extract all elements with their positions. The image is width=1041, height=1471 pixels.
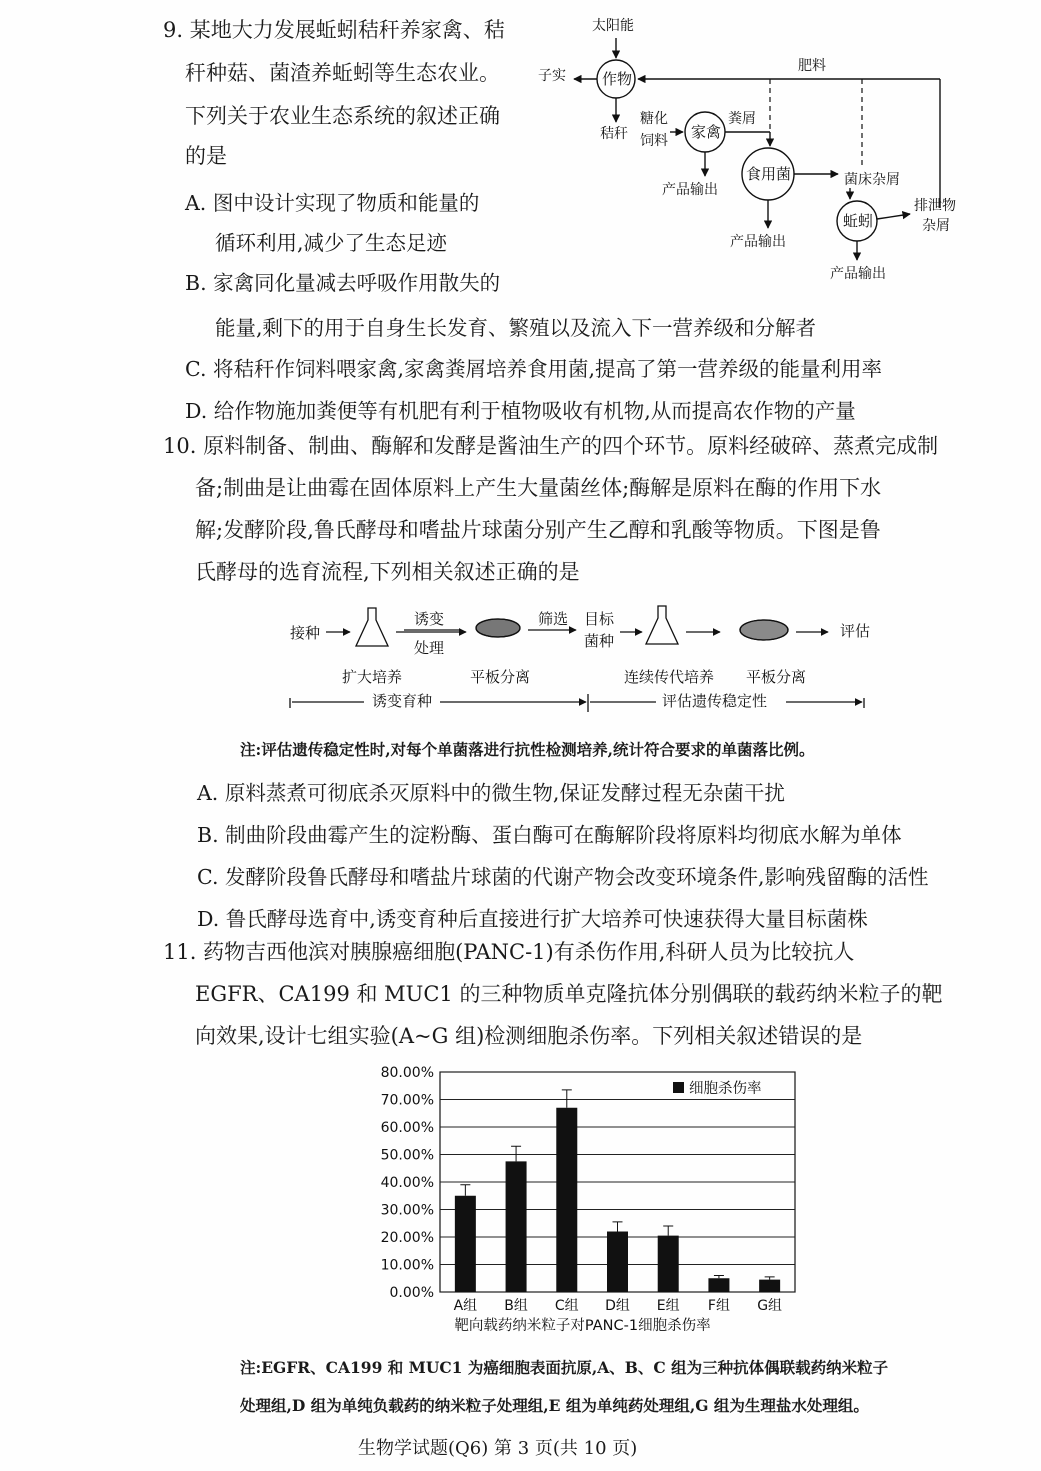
sun-label: 太阳能 [592, 18, 634, 34]
q10-option-b[interactable]: B. 制曲阶段曲霉产生的淀粉酶、蛋白酶可在酶解阶段将原料均彻底水解为单体 [197, 823, 902, 847]
q9-stem-line-3: 下列关于农业生态系统的叙述正确 [185, 104, 500, 128]
y-tick-label: 30.00% [380, 1202, 434, 1219]
q11-note-line-1: 注:EGFR、CA199 和 MUC1 为癌细胞表面抗原,A、B、C 组为三种抗体偶联载药纳米粒子 [240, 1358, 889, 1377]
x-tick-label: A组 [453, 1298, 478, 1314]
flask-icon-1 [356, 608, 388, 646]
q9-stem-line-2: 秆种菇、菌渣养蚯蚓等生态农业。 [185, 61, 500, 85]
bar-4 [607, 1232, 628, 1293]
excreta-label-1: 排泄物 [914, 198, 956, 214]
bar-3 [556, 1108, 577, 1292]
mutate-label-2: 处理 [414, 639, 445, 657]
mushroom-label: 食用菌 [746, 165, 792, 183]
screen-label: 筛选 [538, 610, 569, 628]
x-tick-label: C组 [554, 1298, 579, 1314]
bar-2 [506, 1161, 527, 1292]
sugar-label-1: 糖化 [640, 111, 668, 127]
q10-note: 注:评估遗传稳定性时,对每个单菌落进行抗性检测培养,统计符合要求的单菌落比例。 [240, 740, 815, 759]
y-tick-label: 10.00% [380, 1257, 434, 1274]
poultry-label: 家禽 [691, 123, 722, 141]
y-tick-label: 0.00% [389, 1285, 434, 1301]
inoculate-label: 接种 [290, 624, 321, 642]
plate-label-2: 平板分离 [746, 668, 807, 686]
legend-label: 细胞杀伤率 [689, 1081, 762, 1097]
x-tick-label: D组 [605, 1298, 630, 1314]
q9-ecosystem-diagram [530, 8, 1010, 293]
seed-label: 子实 [538, 68, 566, 84]
q10-stem-line-2: 备;制曲是让曲霉在固体原料上产生大量菌丝体;酶解是原料在酶的作用下水 [195, 476, 882, 500]
q9-option-b-line-1[interactable]: B. 家禽同化量减去呼吸作用散失的 [185, 271, 501, 295]
evaluate-label: 评估 [840, 622, 871, 640]
q10-option-a[interactable]: A. 原料蒸煮可彻底杀灭原料中的微生物,保证发酵过程无杂菌干扰 [197, 781, 785, 805]
q9-option-a-line-1[interactable]: A. 图中设计实现了物质和能量的 [185, 191, 480, 215]
y-tick-label: 20.00% [380, 1230, 434, 1246]
y-tick-label: 80.00% [380, 1065, 434, 1081]
q10-stem-line-3: 解;发酵阶段,鲁氏酵母和嗜盐片球菌分别产生乙醇和乳酸等物质。下图是鲁 [195, 518, 881, 542]
q9-option-d[interactable]: D. 给作物施加粪便等有机肥有利于植物吸收有机物,从而提高农作物的产量 [185, 399, 856, 423]
q10-flowchart [280, 598, 880, 718]
plate-label-1: 平板分离 [470, 668, 531, 686]
straw-label: 秸秆 [600, 126, 628, 142]
breeding-label: 诱变育种 [372, 692, 433, 710]
target-label-1: 目标 [584, 610, 615, 628]
bar-7 [759, 1280, 780, 1292]
q11-stem-line-1: 11. 药物吉西他滨对胰腺癌细胞(PANC-1)有杀伤作用,科研人员为比较抗人 [163, 940, 855, 964]
y-tick-label: 40.00% [380, 1175, 434, 1191]
target-label-2: 菌种 [584, 632, 615, 650]
manure-label: 粪屑 [728, 111, 756, 127]
q9-stem-line-1: 9. 某地大力发展蚯蚓秸秆养家禽、秸 [163, 18, 505, 42]
legend-swatch [673, 1082, 684, 1093]
q10-option-c[interactable]: C. 发酵阶段鲁氏酵母和嗜盐片球菌的代谢产物会改变环境条件,影响残留酶的活性 [197, 865, 929, 889]
x-tick-label: B组 [504, 1298, 528, 1314]
bar-6 [708, 1278, 729, 1292]
bar-5 [658, 1236, 679, 1292]
x-axis-label: 靶向载药纳米粒子对PANC-1细胞杀伤率 [454, 1318, 711, 1334]
q9-stem-line-4: 的是 [185, 144, 227, 168]
q10-option-d[interactable]: D. 鲁氏酵母选育中,诱变育种后直接进行扩大培养可快速获得大量目标菌株 [197, 907, 868, 931]
expand-label: 扩大培养 [342, 668, 403, 686]
q9-option-b-line-2: 能量,剩下的用于自身生长发育、繁殖以及流入下一营养级和分解者 [215, 316, 817, 340]
sugar-label-2: 饲料 [640, 133, 668, 149]
bar-1 [455, 1196, 476, 1292]
y-tick-label: 70.00% [380, 1092, 434, 1109]
crop-label: 作物 [602, 70, 633, 88]
stability-label: 评估遗传稳定性 [662, 692, 768, 710]
y-tick-label: 60.00% [380, 1120, 434, 1136]
fertilizer-label: 肥料 [798, 58, 826, 74]
q11-note-line-2: 处理组,D 组为单纯负载药的纳米粒子处理组,E 组为单纯药处理组,G 组为生理盐水处理组。 [240, 1396, 869, 1415]
excreta-label-2: 杂屑 [922, 218, 950, 234]
q10-stem-line-1: 10. 原料制备、制曲、酶解和发酵是酱油生产的四个环节。原料经破碎、蒸煮完成制 [163, 434, 939, 458]
residue-label: 菌床杂屑 [844, 172, 900, 188]
q11-bar-chart [360, 1060, 810, 1345]
y-tick-label: 50.00% [380, 1147, 434, 1164]
page-footer: 生物学试题(Q6) 第 3 页(共 10 页) [358, 1438, 638, 1459]
mutate-label-1: 诱变 [414, 610, 445, 628]
flask-icon-2 [646, 606, 678, 644]
x-tick-label: F组 [707, 1298, 730, 1314]
x-tick-label: E组 [656, 1298, 680, 1314]
output-label-2: 产品输出 [730, 234, 786, 250]
q11-stem-line-3: 向效果,设计七组实验(A~G 组)检测细胞杀伤率。下列相关叙述错误的是 [195, 1024, 863, 1048]
q11-stem-line-2: EGFR、CA199 和 MUC1 的三种物质单克隆抗体分别偶联的载药纳米粒子的靶 [195, 982, 943, 1006]
q9-option-a-line-2: 循环利用,减少了生态足迹 [215, 231, 448, 255]
output-label-3: 产品输出 [830, 266, 886, 282]
q9-option-c[interactable]: C. 将秸秆作饲料喂家禽,家禽粪屑培养食用菌,提高了第一营养级的能量利用率 [185, 357, 883, 381]
x-tick-label: G组 [757, 1298, 783, 1314]
serial-label: 连续传代培养 [624, 668, 715, 686]
worm-label: 蚯蚓 [843, 212, 874, 230]
output-label-1: 产品输出 [662, 182, 718, 198]
q10-stem-line-4: 氏酵母的选育流程,下列相关叙述正确的是 [195, 560, 580, 584]
